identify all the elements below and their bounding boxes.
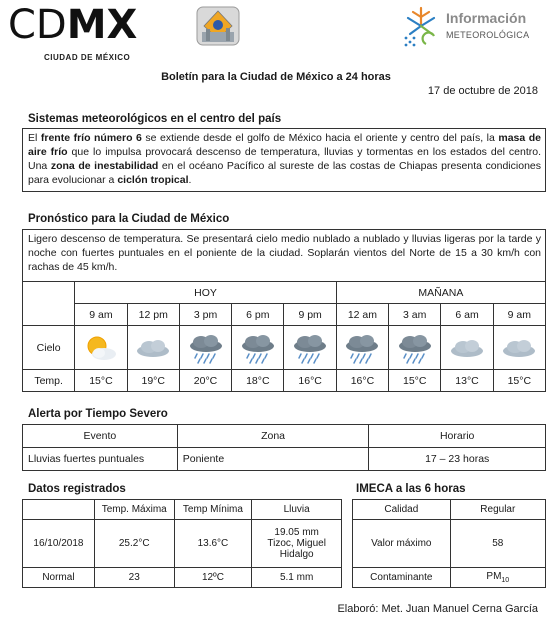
imeca-max-label: Valor máximo	[353, 520, 451, 568]
weather-snowflake-icon	[400, 4, 442, 48]
forecast-sky-cell	[493, 326, 545, 370]
forecast-temp: 19°C	[127, 370, 179, 392]
systems-box	[22, 128, 546, 192]
systems-section-title: Sistemas meteorológicos en el centro del país	[28, 113, 282, 125]
systems-text-segment: .	[188, 174, 192, 186]
forecast-hour: 6 pm	[232, 304, 284, 326]
forecast-temp: 20°C	[179, 370, 231, 392]
rain-cloud-icon	[232, 331, 283, 365]
recorded-header-empty	[23, 500, 95, 520]
forecast-section-title: Pronóstico para la Ciudad de México	[28, 213, 230, 225]
forecast-paragraph: Ligero descenso de temperatura. Se presentará cielo medio nublado a nublado y lluvias ligeras por la tarde y noche con fuertes puntuales en el poniente de la ciudad. Soplarán vientos del Norte de 15 a 30 km/h con rachas de 45 km/h.	[28, 233, 541, 273]
imeca-pollutant-label: Contaminante	[353, 568, 451, 588]
imeca-header-regular: Regular	[450, 500, 545, 520]
info-logo-title: Información	[446, 10, 527, 26]
normal-rain: 5.1 mm	[252, 568, 342, 588]
forecast-sky-cell	[284, 326, 336, 370]
temp-row-label: Temp.	[23, 370, 75, 392]
forecast-temp: 15°C	[75, 370, 127, 392]
forecast-temp: 15°C	[493, 370, 545, 392]
brand-subtitle: CIUDAD DE MÉXICO	[44, 53, 131, 62]
forecast-hour: 9 am	[493, 304, 545, 326]
forecast-sky-cell	[441, 326, 493, 370]
forecast-temp: 13°C	[441, 370, 493, 392]
recorded-header-rain: Lluvia	[252, 500, 342, 520]
sun-cloud-icon	[75, 332, 126, 364]
imeca-header-quality: Calidad	[353, 500, 451, 520]
systems-text-segment: El	[28, 132, 41, 144]
day-tomorrow-label: MAÑANA	[336, 282, 545, 304]
systems-highlight: frente frío número 6	[40, 132, 142, 144]
cloud-icon	[441, 333, 492, 363]
recorded-min: 13.6°C	[174, 520, 252, 568]
forecast-hour: 3 pm	[179, 304, 231, 326]
forecast-text-box	[22, 229, 546, 282]
severe-event: Lluvias fuertes puntuales	[23, 448, 178, 471]
imeca-section-title: IMECA a las 6 horas	[356, 483, 466, 495]
recorded-max: 25.2°C	[94, 520, 174, 568]
forecast-hour: 6 am	[441, 304, 493, 326]
recorded-date: 16/10/2018	[23, 520, 95, 568]
severe-schedule: 17 – 23 horas	[369, 448, 546, 471]
forecast-sky-cell	[389, 326, 441, 370]
recorded-header-min: Temp Mínima	[174, 500, 252, 520]
severe-section-title: Alerta por Tiempo Severo	[28, 408, 168, 420]
normal-label: Normal	[23, 568, 95, 588]
systems-text-segment: que lo impulsa provocará descenso de temperatura, lluvias y tormentas en los estados del centro. Una	[28, 146, 541, 172]
forecast-temp: 18°C	[232, 370, 284, 392]
systems-text-segment: en el océano Pacífico al sureste de las costas de Chiapas presenta condiciones para evolucionar a	[28, 160, 541, 186]
systems-text-segment: se extiende desde el golfo de México hacia el oriente y centro del país, la	[141, 132, 499, 144]
forecast-temp: 15°C	[389, 370, 441, 392]
brand-wordmark: CDMX	[8, 2, 138, 48]
severe-header-schedule: Horario	[369, 425, 546, 448]
forecast-hour: 9 pm	[284, 304, 336, 326]
forecast-sky-cell	[232, 326, 284, 370]
recorded-table	[22, 499, 342, 588]
forecast-table	[22, 281, 546, 392]
informacion-meteorologica-logo	[400, 4, 550, 48]
day-today-label: HOY	[75, 282, 336, 304]
forecast-sky-cell	[179, 326, 231, 370]
systems-highlight: ciclón tropical	[117, 174, 189, 186]
recorded-section-title: Datos registrados	[28, 483, 126, 495]
severe-header-zone: Zona	[177, 425, 369, 448]
forecast-sky-cell	[336, 326, 388, 370]
severe-table	[22, 424, 546, 471]
info-logo-subtitle: METEOROLÓGICA	[446, 30, 530, 40]
forecast-hour: 12 am	[336, 304, 388, 326]
normal-min: 12ºC	[174, 568, 252, 588]
sky-row-label: Cielo	[23, 326, 75, 370]
forecast-temp: 16°C	[336, 370, 388, 392]
forecast-sky-cell	[75, 326, 127, 370]
forecast-hour: 12 pm	[127, 304, 179, 326]
forecast-hour: 3 am	[389, 304, 441, 326]
rain-cloud-icon	[180, 331, 231, 365]
cloud-icon	[128, 333, 179, 363]
severe-header-event: Evento	[23, 425, 178, 448]
forecast-hour: 9 am	[75, 304, 127, 326]
systems-highlight: zona de inestabilidad	[50, 160, 159, 172]
recorded-header-max: Temp. Máxima	[94, 500, 174, 520]
severe-zone: Poniente	[177, 448, 369, 471]
rain-cloud-icon	[284, 331, 335, 365]
signature: Elaboró: Met. Juan Manuel Cerna García	[337, 603, 538, 615]
systems-paragraph	[23, 129, 545, 190]
forecast-corner-cell	[23, 282, 75, 326]
recorded-rain: 19.05 mm Tizoc, Miguel Hidalgo	[252, 520, 342, 568]
imeca-table	[352, 499, 546, 588]
normal-max: 23	[94, 568, 174, 588]
rain-cloud-icon	[337, 331, 388, 365]
imeca-max-value: 58	[450, 520, 545, 568]
cloud-icon	[494, 333, 545, 363]
forecast-sky-cell	[127, 326, 179, 370]
bulletin-date: 17 de octubre de 2018	[427, 85, 538, 97]
forecast-temp: 16°C	[284, 370, 336, 392]
rain-cloud-icon	[389, 331, 440, 365]
systems-highlight: masa de aire frío	[28, 132, 541, 158]
civil-protection-emblem-icon	[196, 6, 240, 46]
bulletin-title: Boletín para la Ciudad de México a 24 horas	[161, 71, 391, 83]
cdmx-logo	[8, 2, 238, 64]
imeca-pollutant-value: $PM_{10}$	[450, 568, 545, 588]
